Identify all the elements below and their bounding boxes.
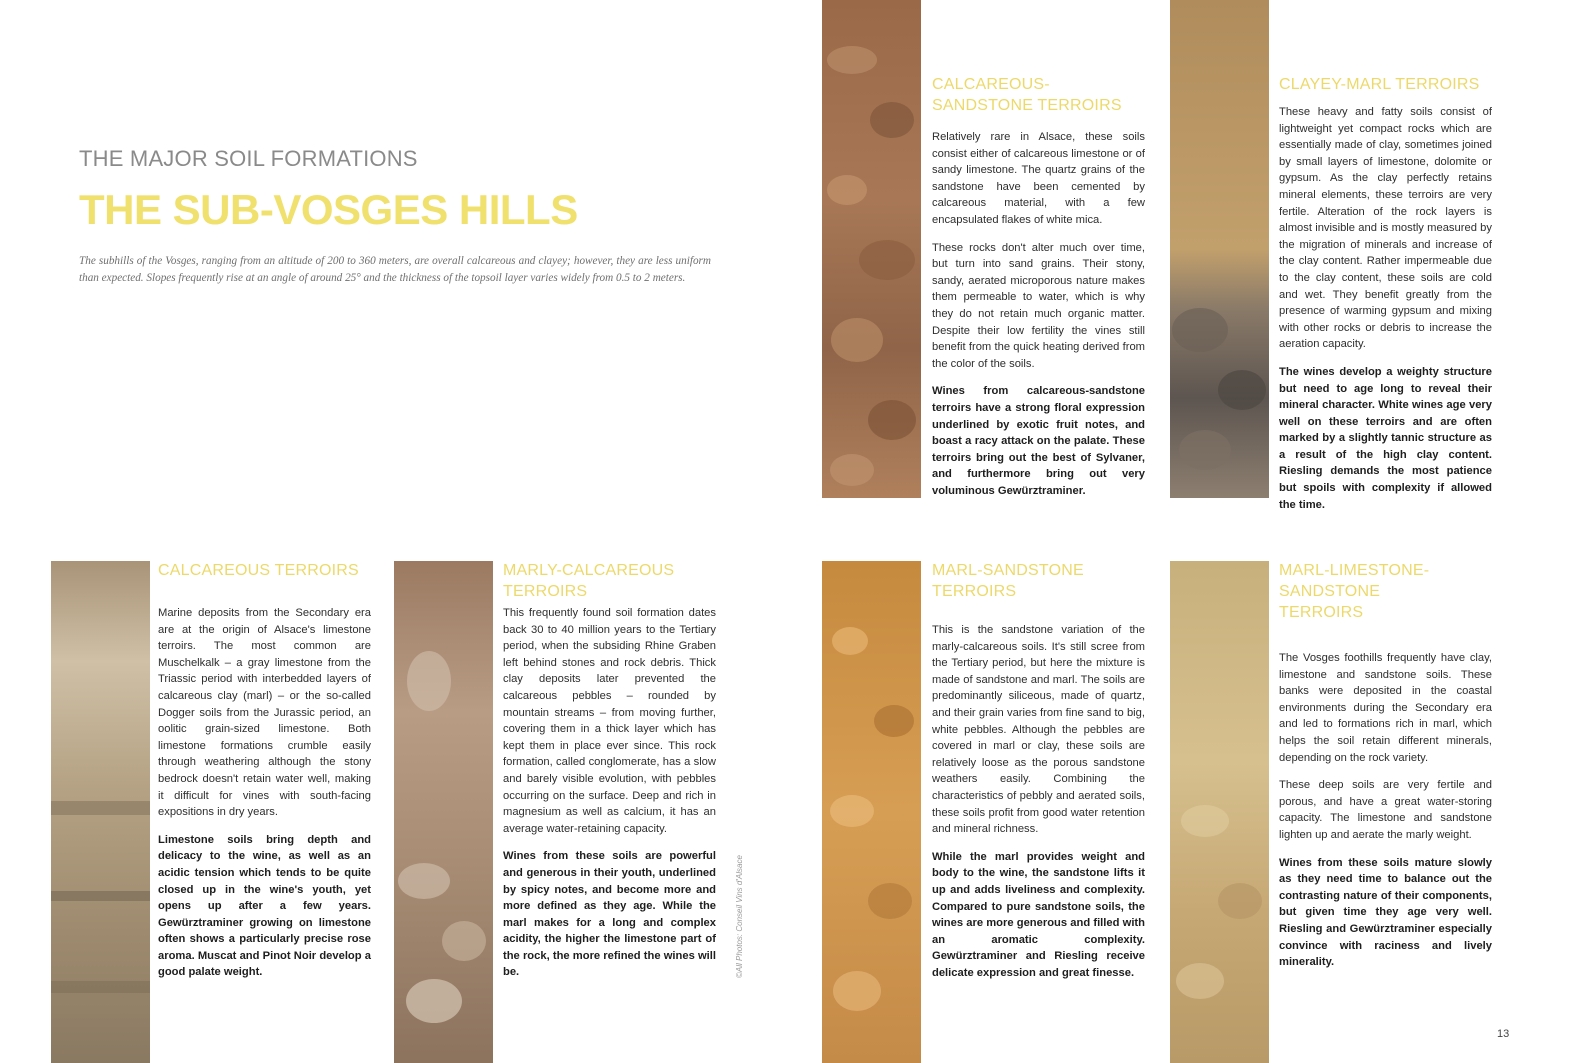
calcareous-sandstone-body: [932, 129, 1145, 510]
section-kicker: THE MAJOR SOIL FORMATIONS: [79, 146, 418, 171]
calcareous-sandstone-soil-photo: [822, 0, 921, 498]
wine-summary: While the marl provides weight and body to the wine, the sandstone lifts it up and adds liveliness and complexity. Compared to pure sandstone soils, the wines are more generous and filled with an aromatic complexity. Gewürztraminer and Riesling receive delicate expression and great finesse.: [932, 850, 1145, 979]
intro-paragraph: The subhills of the Vosges, ranging from an altitude of 200 to 360 meters, are overall calcareous and clayey; however, they are less uniform than expected. Slopes frequently rise at an angle of around 25° and the thickness of the topsoil layer varies widely from 0.5 to 2 meters.: [79, 255, 711, 284]
calcareous-soil-photo: [51, 561, 150, 1063]
wine-summary: Wines from calcareous-sandstone terroirs have a strong floral expression underlined by exotic fruit notes, and boast a racy attack on the palate. These terroirs bring out the best of Sylvaner, and furthermore bring out very voluminous Gewürztraminer.: [932, 385, 1145, 497]
page-title: THE SUB-VOSGES HILLS: [79, 186, 578, 233]
calcareous-body: [158, 605, 371, 992]
wine-summary: The wines develop a weighty structure but need to age long to reveal their mineral character. White wines age very well on these terroirs and are often marked by a slightly tannic structure as a result of the high clay content. Riesling demands the most patience but spoils with complexity if allowed the time.: [1279, 365, 1492, 511]
calcareous-heading: CALCAREOUS TERROIRS: [158, 562, 359, 579]
wine-summary: Wines from these soils are powerful and generous in their youth, underlined by spicy notes, and become more and more defined as they age. While the marl makes for a long and complex acidity, the higher the limestone part of the rock, the more refined the wines will be.: [503, 850, 716, 979]
marly-calcareous-soil-photo: [394, 561, 493, 1063]
page-number: 13: [1497, 1028, 1510, 1040]
marly-calcareous-heading: MARLY-CALCAREOUS TERROIRS: [503, 562, 675, 600]
marly-calcareous-body: [503, 605, 716, 992]
paragraph: This is the sandstone variation of the marly-calcareous soils. It's still scree from the Tertiary period, but here the mixture is made of sandstone and marl. The soils are predominantly siliceous, made of quartz, and their grain varies from fine sand to big, white pebbles. Although the pebbles are covered in marl or clay, these soils are relatively loose as the porous sandstone weathers easily. Combining the characteristics of pebbly and aerated soils, these soils profit from good water retention and mineral richness.: [932, 624, 1145, 836]
paragraph: The Vosges foothills frequently have clay, limestone and sandstone soils. These banks were deposited in the coastal environments during the Secondary era and led to formations rich in marl, which helps the soil retain different minerals, depending on the rock variety.: [1279, 652, 1492, 764]
paragraph: These deep soils are very fertile and porous, and have a great water-storing capacity. The limestone and sandstone lighten up and aerate the marly weight.: [1279, 779, 1492, 841]
marl-sandstone-heading: MARL-SANDSTONE TERROIRS: [932, 562, 1084, 600]
wine-summary: Wines from these soils mature slowly as they need time to balance out the contrasting nature of their components, but given time they age very well. Riesling and Gewürztraminer especially convince with raciness and lively minerality.: [1279, 856, 1492, 969]
clayey-marl-heading: CLAYEY-MARL TERROIRS: [1279, 76, 1480, 93]
paragraph: These rocks don't alter much over time, but turn into sand grains. Their stony, sandy, aerated microporous nature makes them permeable to water, which is why they do not retain much organic matter. Despite their low fertility the vines still benefit from the quick heating derived from the color of the soils.: [932, 241, 1145, 370]
marl-sandstone-body: [932, 622, 1145, 992]
wine-summary: Limestone soils bring depth and delicacy to the wine, as well as an acidic tension which tends to be quite closed up in the wine's youth, yet opens up after a few years. Gewürztraminer growing on limestone often shows a particularly precise rose aroma. Muscat and Pinot Noir develop a good palate weight.: [158, 833, 371, 979]
clayey-marl-soil-photo: [1170, 0, 1269, 498]
marl-limestone-sandstone-heading: MARL-LIMESTONE-SANDSTONE TERROIRS: [1279, 562, 1430, 621]
calcareous-sandstone-heading: CALCAREOUS-SANDSTONE TERROIRS: [932, 76, 1122, 114]
marl-limestone-sandstone-body: [1279, 650, 1492, 982]
paragraph: Relatively rare in Alsace, these soils consist either of calcareous limestone or of sandy limestone. The quartz grains of the sandstone have been cemented by calcareous material, with a few encapsulated flakes of white mica.: [932, 131, 1145, 226]
clayey-marl-body: [1279, 104, 1492, 524]
marl-limestone-sandstone-soil-photo: [1170, 561, 1269, 1063]
paragraph: These heavy and fatty soils consist of lightweight yet compact rocks which are essentially made of clay, sometimes joined by small layers of limestone, dolomite or gypsum. As the clay perfectly retains mineral elements, these terroirs are very fertile. Alteration of the rock layers is almost invisible and is mostly measured by the migration of minerals and increase of the clay content. Rather impermeable due to the clay content, these soils are cold and wet. They benefit greatly from the presence of warming gypsum and mixing with other rocks or debris to increase the aeration capacity.: [1279, 106, 1492, 351]
paragraph: This frequently found soil formation dates back 30 to 40 million years to the Tertiary period, when the subsiding Rhine Graben left behind stones and rock debris. Thick clay deposits later prevented the calcareous pebbles – rounded by mountain streams – from moving further, covering them in a thick layer which has kept them in place ever since. This rock formation, called conglomerate, has a slow and barely visible evolution, with pebbles occurring on the surface. Deep and rich in magnesium as well as calcium, it has an average water-retaining capacity.: [503, 607, 716, 835]
paragraph: Marine deposits from the Secondary era are at the origin of Alsace's limestone terroirs. The most common are Muschelkalk – a gray limestone from the Triassic period with interbedded layers of calcareous clay (marl) – or the so-called Dogger soils from the Jurassic period, an oolitic grain-sized limestone. Both limestone formations crumble easily through weathering although the stony bedrock doesn't retain water well, making it difficult for vines with south-facing expositions in dry years.: [158, 607, 371, 819]
marl-sandstone-soil-photo: [822, 561, 921, 1063]
photo-credit: ©All Photos: Conseil Vins d'Alsace: [735, 855, 744, 978]
